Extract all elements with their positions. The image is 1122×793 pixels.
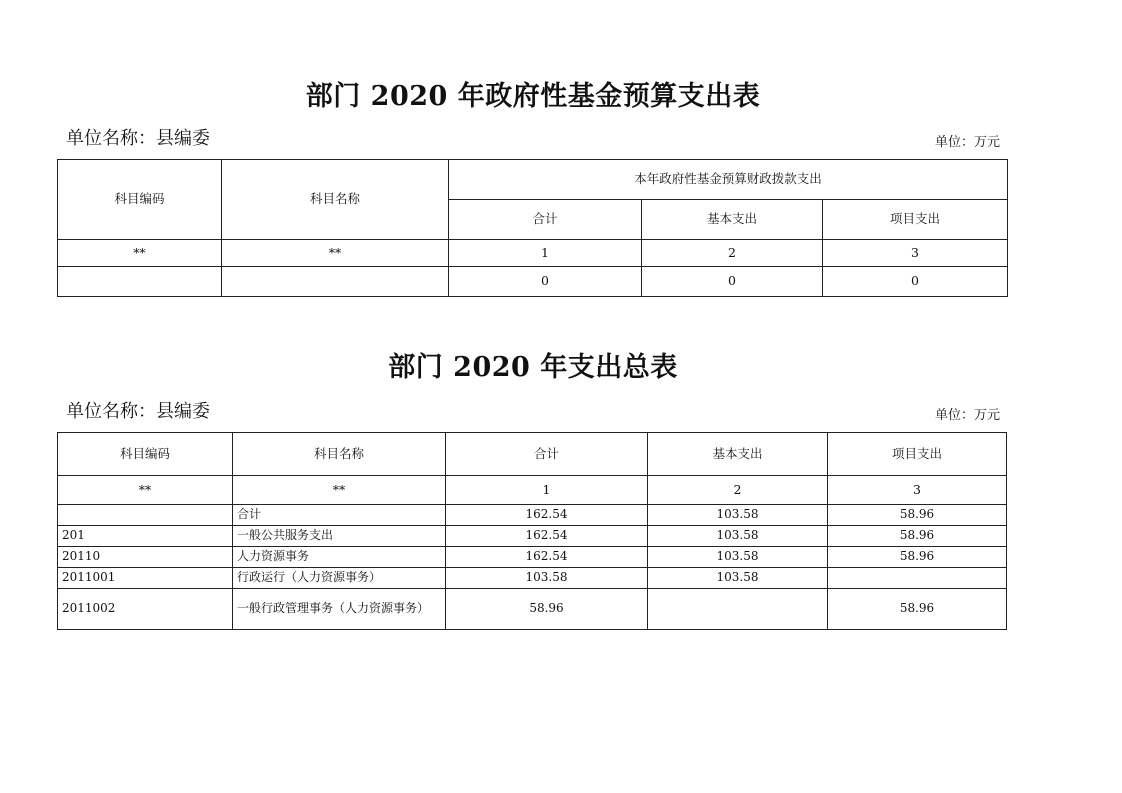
table-header-row <box>58 160 1008 200</box>
table-cell: 2 <box>642 240 823 267</box>
table-cell: 0 <box>642 267 823 297</box>
subject-code-cell: 2011001 <box>58 568 233 589</box>
unit-measure-label: 单位：万元 <box>934 135 1000 150</box>
table-cell: 3 <box>828 476 1007 505</box>
unit-name-label: 单位名称：县编委 <box>66 128 210 149</box>
basic-expense-cell: 103.58 <box>648 505 828 526</box>
table-cell <box>222 267 449 297</box>
project-expense-cell: 58.96 <box>828 547 1007 568</box>
basic-expense-cell: 103.58 <box>648 547 828 568</box>
table-row <box>58 505 1007 526</box>
total-cell: 162.54 <box>446 547 648 568</box>
basic-expense-cell: 103.58 <box>648 568 828 589</box>
total-cell: 58.96 <box>446 589 648 630</box>
header-fund-appropriation-group: 本年政府性基金预算财政拨款支出 <box>449 160 1008 200</box>
table-row <box>58 568 1007 589</box>
government-fund-budget-title: 部门 2020 年政府性基金预算支出表 <box>305 81 761 112</box>
project-expense-cell: 58.96 <box>828 505 1007 526</box>
unit-name-label: 单位名称：县编委 <box>66 401 210 422</box>
basic-expense-cell: 103.58 <box>648 526 828 547</box>
subject-name-cell: 行政运行（人力资源事务） <box>233 568 446 589</box>
basic-expense-cell <box>648 589 828 630</box>
header-basic-expense: 基本支出 <box>642 200 823 240</box>
expenditure-summary-unit-line <box>66 401 1000 423</box>
table-cell: ** <box>58 240 222 267</box>
subject-code-cell: 20110 <box>58 547 233 568</box>
table-cell: ** <box>58 476 233 505</box>
expenditure-summary-table <box>57 432 1007 630</box>
header-project-expense: 项目支出 <box>828 433 1007 476</box>
header-subject-name: 科目名称 <box>233 433 446 476</box>
subject-name-cell: 合计 <box>233 505 446 526</box>
project-expense-cell: 58.96 <box>828 526 1007 547</box>
header-project-expense: 项目支出 <box>823 200 1008 240</box>
table-row <box>58 526 1007 547</box>
table-cell <box>58 267 222 297</box>
subject-code-cell: 201 <box>58 526 233 547</box>
unit-measure-label: 单位：万元 <box>934 408 1000 423</box>
project-expense-cell: 58.96 <box>828 589 1007 630</box>
table-row <box>58 267 1008 297</box>
header-total: 合计 <box>449 200 642 240</box>
table-row <box>58 547 1007 568</box>
table-cell: 0 <box>823 267 1008 297</box>
total-cell: 162.54 <box>446 505 648 526</box>
header-subject-code: 科目编码 <box>58 160 222 240</box>
table-cell: 0 <box>449 267 642 297</box>
table-cell: 2 <box>648 476 828 505</box>
table-cell: 1 <box>449 240 642 267</box>
subject-name-cell: 一般行政管理事务（人力资源事务） <box>233 589 446 630</box>
government-fund-unit-line <box>66 128 1000 150</box>
subject-code-cell <box>58 505 233 526</box>
expenditure-summary-title: 部门 2020 年支出总表 <box>388 352 678 383</box>
total-cell: 103.58 <box>446 568 648 589</box>
table-cell: ** <box>233 476 446 505</box>
header-subject-code: 科目编码 <box>58 433 233 476</box>
table-header-row <box>58 433 1007 476</box>
table-index-row <box>58 476 1007 505</box>
subject-code-cell: 2011002 <box>58 589 233 630</box>
table-row <box>58 589 1007 630</box>
table-cell: 3 <box>823 240 1008 267</box>
government-fund-budget-table <box>57 159 1008 297</box>
header-basic-expense: 基本支出 <box>648 433 828 476</box>
table-index-row <box>58 240 1008 267</box>
project-expense-cell <box>828 568 1007 589</box>
header-subject-name: 科目名称 <box>222 160 449 240</box>
subject-name-cell: 人力资源事务 <box>233 547 446 568</box>
total-cell: 162.54 <box>446 526 648 547</box>
header-total: 合计 <box>446 433 648 476</box>
table-cell: ** <box>222 240 449 267</box>
subject-name-cell: 一般公共服务支出 <box>233 526 446 547</box>
table-cell: 1 <box>446 476 648 505</box>
